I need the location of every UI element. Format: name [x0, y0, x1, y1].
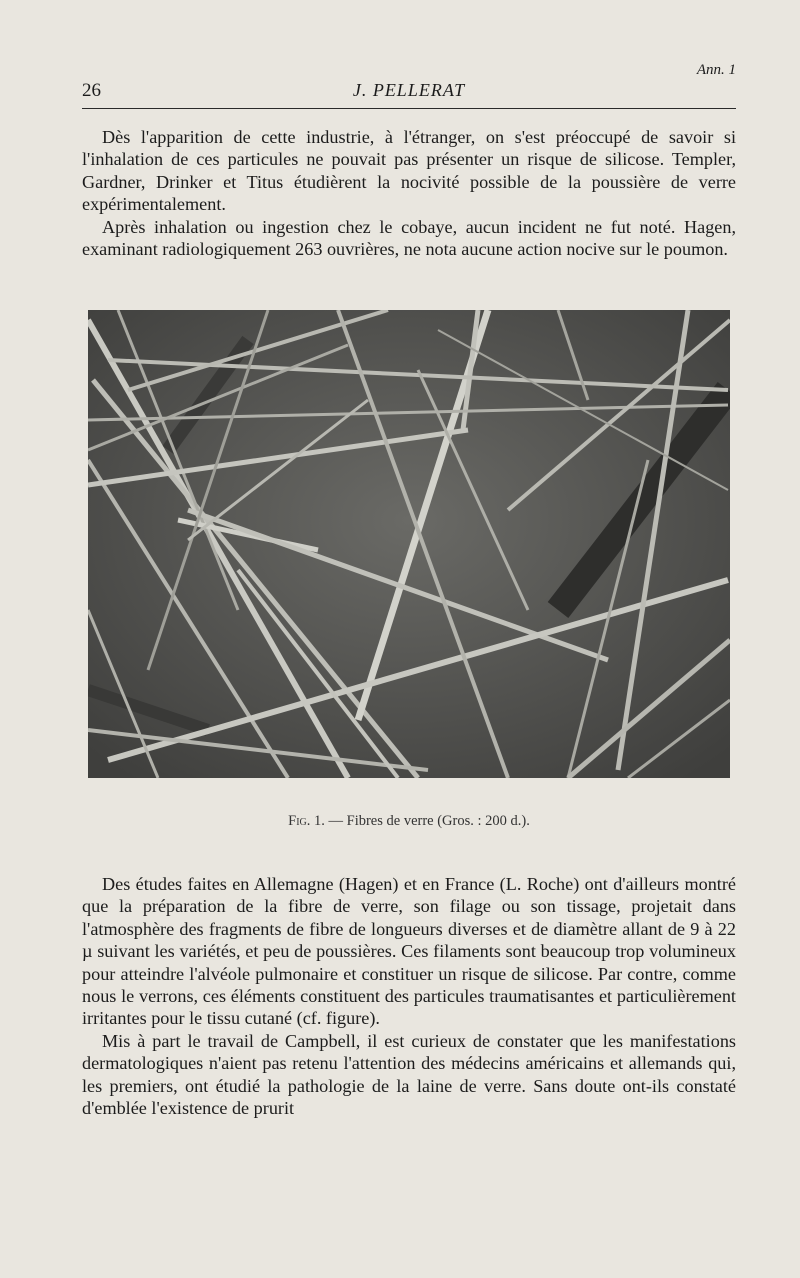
- paragraph: Après inhalation ou ingestion chez le cobaye, aucun incident ne fut noté. Hagen, examinant radiologiquement 263 ouvrières, ne nota aucune action nocive sur le poumon.: [82, 216, 736, 260]
- page-header: [82, 62, 736, 112]
- text-block-top: [82, 126, 736, 260]
- page-number: 26: [82, 80, 101, 101]
- paragraph: Mis à part le travail de Campbell, il est curieux de constater que les manifestations dermatologiques n'aient pas retenu l'attention des médecins américains et allemands qui, les premiers, ont étudié la pathologie de la laine de verre. Sans doute ont-ils constaté d'emblée l'existence de prurit: [82, 1030, 736, 1119]
- running-title: J. PELLERAT: [352, 80, 466, 100]
- glass-fibre-micrograph: [88, 310, 730, 778]
- caption-label: Fig. 1.: [288, 813, 325, 829]
- figure-caption: [82, 813, 736, 830]
- text-block-bottom: [82, 873, 736, 1119]
- header-rule: [82, 108, 736, 109]
- paragraph: Des études faites en Allemagne (Hagen) et en France (L. Roche) ont d'ailleurs montré que la préparation de la fibre de verre, son filage ou son tissage, projetait dans l'atmosphère des fragments de fibre de longueurs diverses et de diamètre allant de 9 à 22 µ suivant les variétés, et peu de poussières. Ces filaments sont beaucoup trop volumineux pour atteindre l'alvéole pulmonaire et constituer un risque de silicose. Par contre, comme nous le verrons, ces éléments constituent des particules traumatisantes et particulièrement irritantes pour le tissu cutané (cf. figure).: [82, 874, 736, 1029]
- caption-text: — Fibres de verre (Gros. : 200 d.).: [324, 813, 530, 829]
- handwritten-annotation: Ann. 1: [696, 62, 736, 78]
- paragraph: Dès l'apparition de cette industrie, à l'étranger, on s'est préoccupé de savoir si l'inhalation de ces particules ne pouvait pas présenter un risque de silicose. Templer, Gardner, Drinker et Titus étudièrent la nocivité possible de la poussière de verre expérimentalement.: [82, 127, 736, 215]
- micrograph-image: [88, 310, 730, 778]
